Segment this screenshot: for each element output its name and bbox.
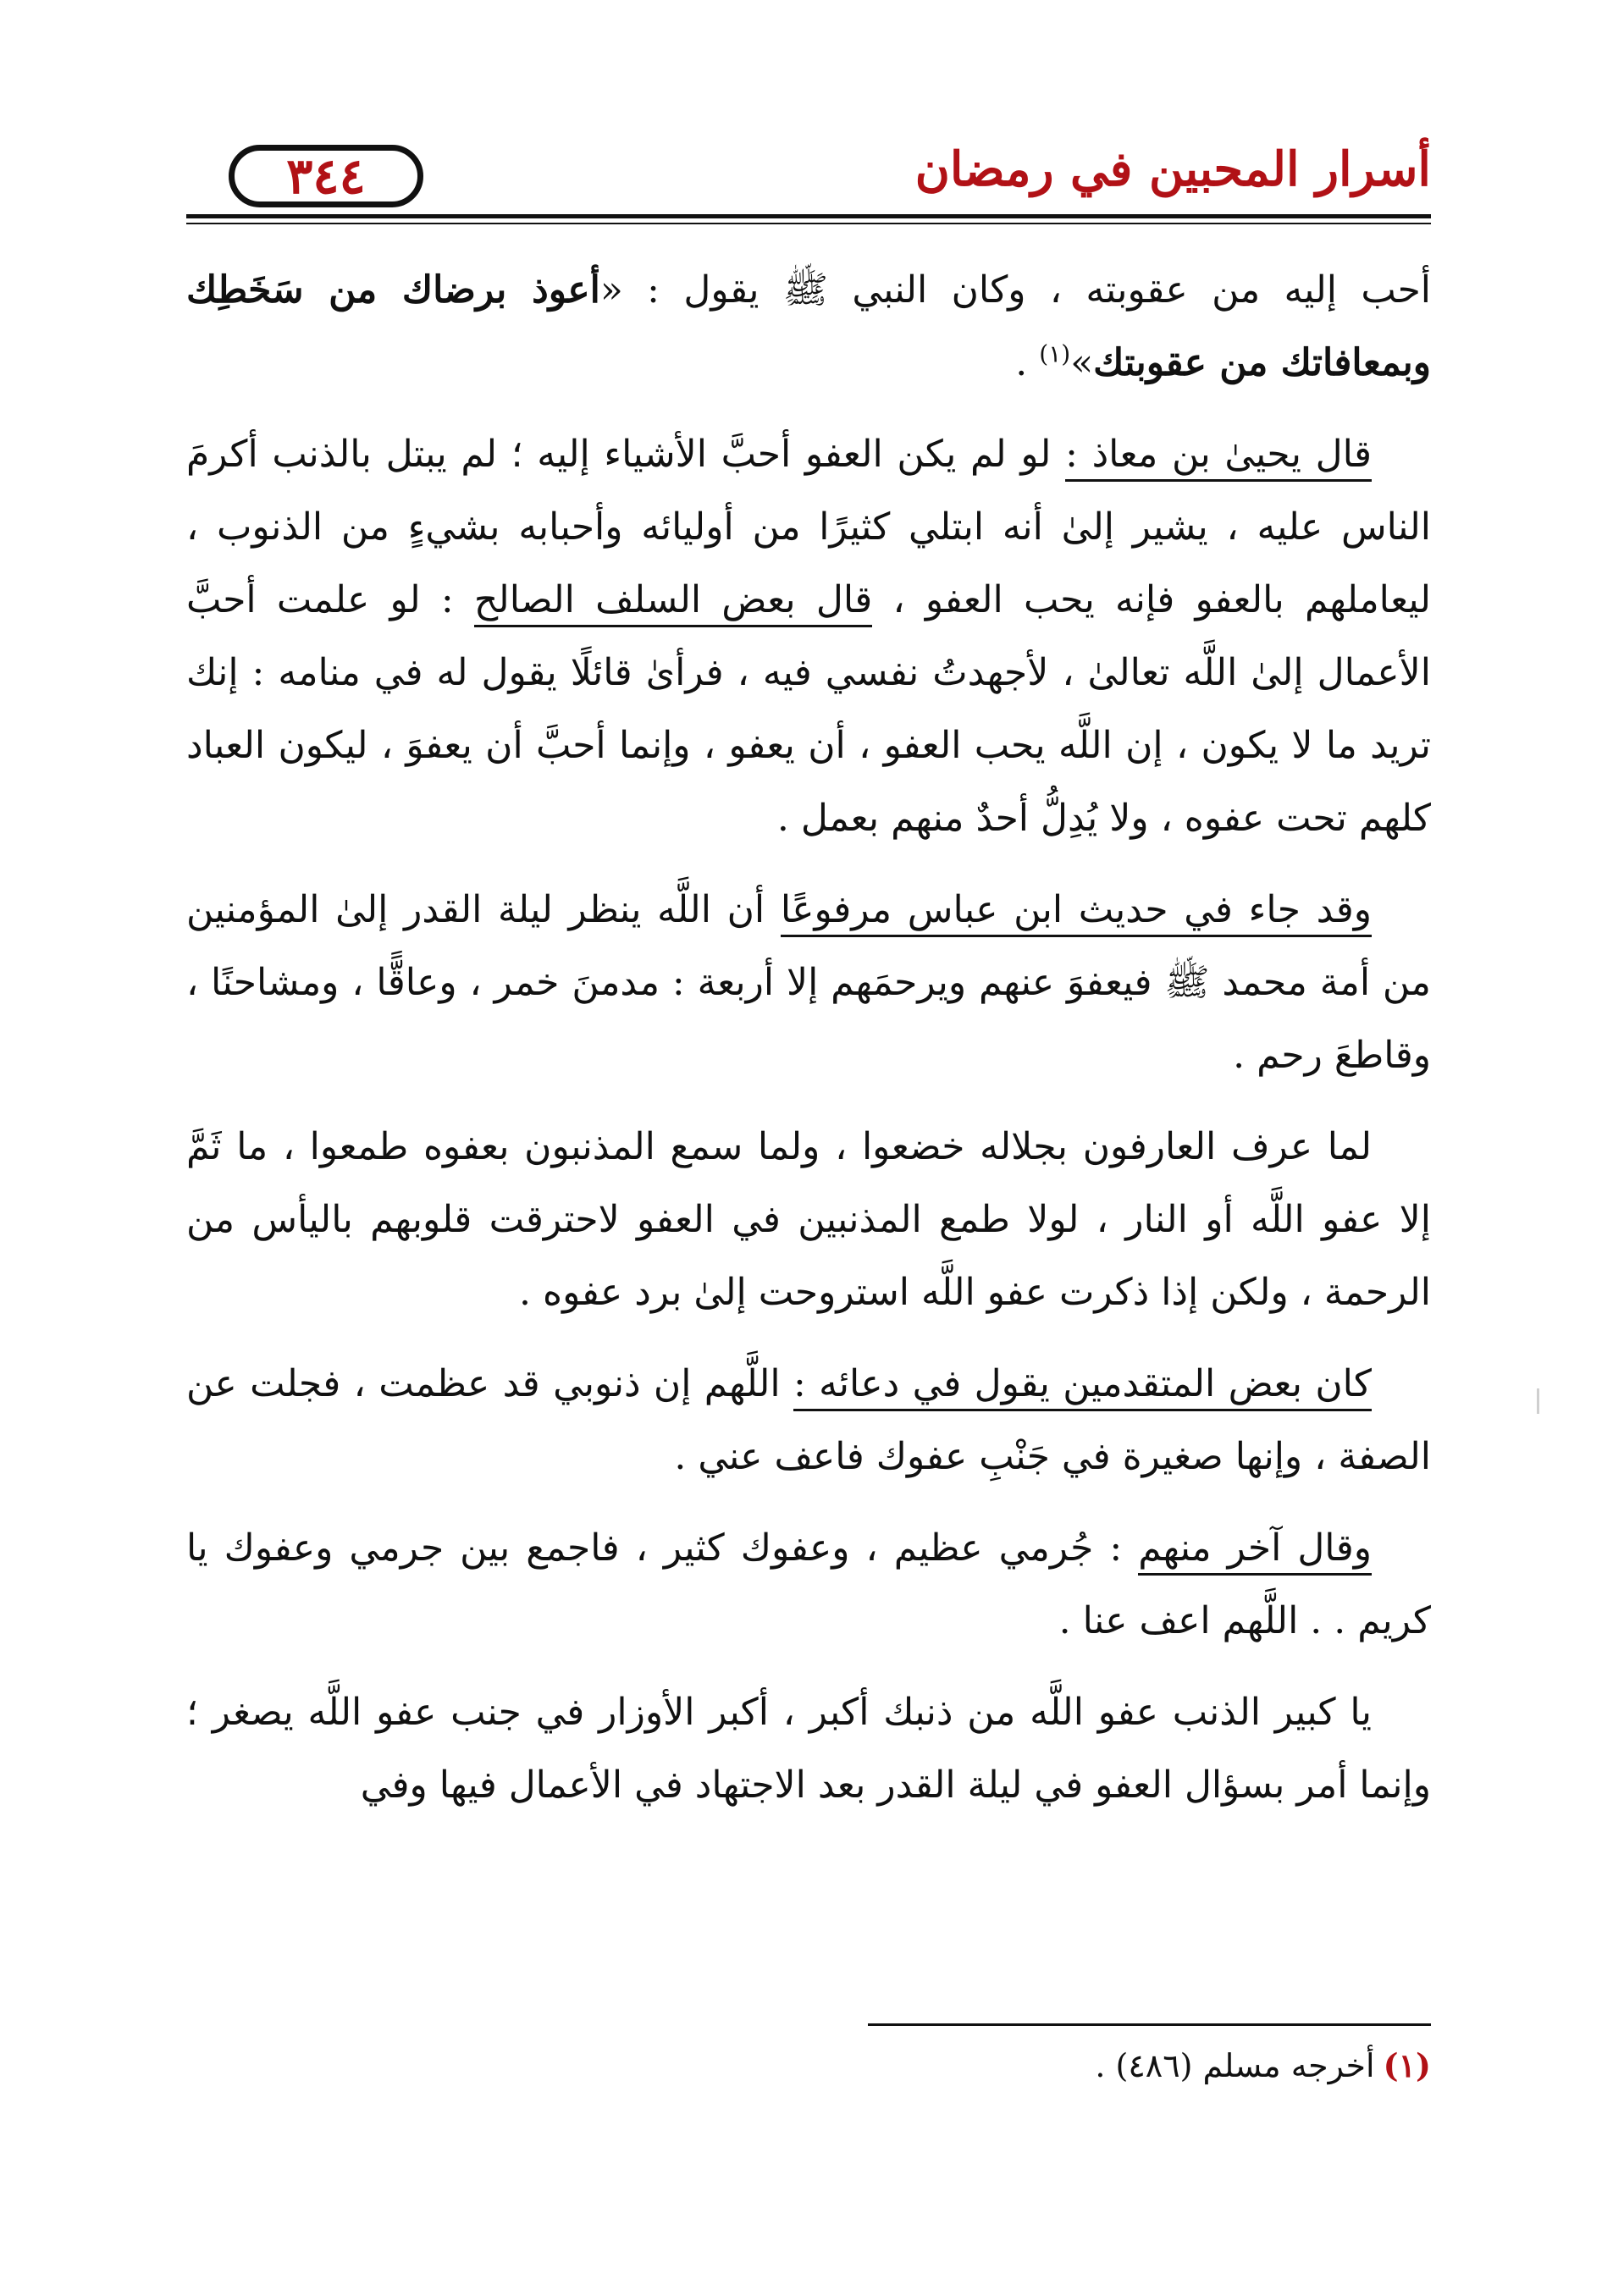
footnote-reference: (١) <box>1039 339 1071 368</box>
attribution-underlined: كان بعض المتقدمين يقول في دعائه : <box>793 1362 1372 1411</box>
text-run: يا كبير الذنب عفو اللَّه من ذنبك أكبر ، أكبر الأوزار في جنب عفو اللَّه يصغر ؛ وإنما أمر بسؤال العفو في ليلة القدر بعد الاجتهاد في الأعمال فيها وفي <box>186 1691 1431 1807</box>
hadith-quote: أعوذ برضاك من سَخَطِك وبمعافاتك من عقوبتك <box>186 268 1431 384</box>
paragraph-p6 <box>186 1512 1431 1658</box>
paragraph-p7 <box>186 1676 1431 1822</box>
text-run: : جُرمي عظيم ، وعفوك كثير ، فاجمع بين جرمي وعفوك يا كريم . . اللَّهم اعف عنا . <box>186 1526 1431 1642</box>
paragraph-p5 <box>186 1348 1431 1493</box>
body-text <box>186 254 1431 1841</box>
header-rule-thin <box>186 223 1431 224</box>
attribution-underlined: وقال آخر منهم <box>1138 1526 1372 1576</box>
header-rule <box>186 214 1431 218</box>
paragraph-p4 <box>186 1111 1431 1329</box>
text-run: اللَّهم إن ذنوبي قد عظمت ، فجلت عن الصفة ، وإنها صغيرة في جَنْبِ عفوك فاعف عني . <box>186 1362 1431 1478</box>
text-run: : لو علمت أحبَّ الأعمال إلىٰ اللَّه تعالىٰ ، لأجهدتُ نفسي فيه ، فرأىٰ قائلًا يقول له في منامه : إنك تريد ما لا يكون ، إن اللَّه يحب العفو ، أن يعفو ، وإنما أحبَّ أن يعفوَ ، ليكون العباد كلهم تحت عفوه ، ولا يُدِلُّ أحدٌ منهم بعمل . <box>186 578 1431 840</box>
scan-mark <box>1537 1388 1539 1414</box>
page-number: ٣٤٤ <box>286 147 366 205</box>
footnote-item <box>195 2040 1431 2091</box>
footnote-text: أخرجه مسلم (٤٨٦) . <box>1095 2047 1375 2084</box>
text-run: . <box>1015 341 1040 384</box>
running-title: أسرار المحبين في رمضان <box>914 141 1431 197</box>
paragraph-p3 <box>186 874 1431 1092</box>
footnotes <box>195 2040 1431 2091</box>
text-run: » <box>1070 341 1094 384</box>
page-header <box>186 140 1431 224</box>
footnote-number: (١) <box>1383 2046 1431 2084</box>
paragraph-p1 <box>186 254 1431 400</box>
page-number-badge <box>229 145 423 207</box>
footnote-separator <box>868 2023 1431 2026</box>
text-run: أن اللَّه ينظر ليلة القدر إلىٰ المؤمنين من أمة محمد ﷺ فيعفوَ عنهم ويرحمَهم إلا أربعة : مدمنَ خمر ، وعاقًّا ، ومشاحنًا ، وقاطعَ رحم . <box>186 888 1431 1077</box>
text-run: أحب إليه من عقوبته ، وكان النبي ﷺ يقول : « <box>599 268 1431 312</box>
text-run: لو لم يكن العفو أحبَّ الأشياء إليه ؛ لم يبتل بالذنب أكرمَ الناس عليه ، يشير إلىٰ أنه ابتلي كثيرًا من أوليائه وأحبابه بشيءٍ من الذنوب ، ليعاملهم بالعفو فإنه يحب العفو ، <box>186 433 1431 621</box>
attribution-underlined: وقد جاء في حديث ابن عباس مرفوعًا <box>781 888 1372 937</box>
attribution-underlined: قال بعض السلف الصالح <box>474 578 872 627</box>
paragraph-p2 <box>186 418 1431 855</box>
attribution-underlined: قال يحيىٰ بن معاذ : <box>1065 433 1372 482</box>
text-run: لما عرف العارفون بجلاله خضعوا ، ولما سمع المذنبون بعفوه طمعوا ، ما ثَمَّ إلا عفو اللَّه أو النار ، لولا طمع المذنبين في العفو لاحترقت قلوبهم باليأس من الرحمة ، ولكن إذا ذكرت عفو اللَّه استروحت إلىٰ برد عفوه . <box>186 1125 1431 1314</box>
